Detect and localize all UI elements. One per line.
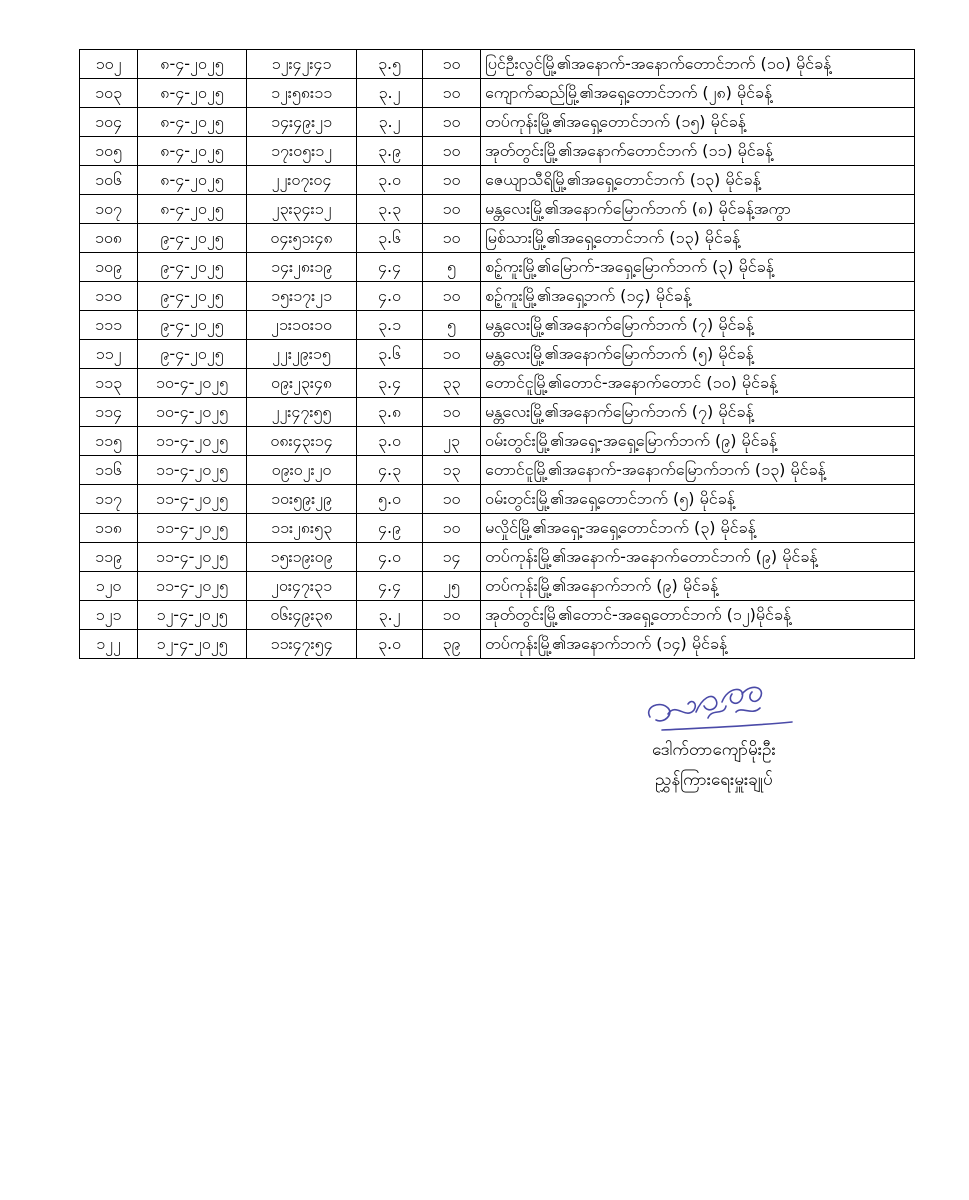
quake-depth: ၁၀ [423,195,481,224]
quake-depth: ၁၀ [423,79,481,108]
quake-magnitude: ၃.၀ [357,427,423,456]
quake-magnitude: ၄.၀ [357,282,423,311]
table-row [80,224,915,253]
table-row [80,166,915,195]
table-row [80,340,915,369]
quake-number: ၁၁၃ [80,369,138,398]
table-row [80,485,915,514]
quake-location: မန္တလေးမြို့၏အနောက်မြောက်ဘက် (၅) မိုင်ခန့် [481,340,915,369]
quake-date: ၁၁-၄-၂၀၂၅ [138,572,247,601]
quake-time: ၁၇း၀၅း၁၂ [247,137,357,166]
quake-magnitude: ၃.၆ [357,340,423,369]
quake-location: တပ်ကုန်းမြို့၏အနောက်ဘက် (၉) မိုင်ခန့် [481,572,915,601]
quake-date: ၁၂-၄-၂၀၂၅ [138,601,247,630]
earthquake-table-body [80,50,915,659]
signer-title: ညွှန်ကြားရေးမှူးချုပ် [655,770,773,790]
table-row [80,79,915,108]
quake-magnitude: ၃.၅ [357,50,423,79]
quake-date: ၁၀-၄-၂၀၂၅ [138,369,247,398]
quake-number: ၁၁၇ [80,485,138,514]
handwritten-signature [642,672,802,742]
quake-date: ၁၁-၄-၂၀၂၅ [138,485,247,514]
quake-time: ၂၂း၂၉း၁၅ [247,340,357,369]
table-row [80,282,915,311]
quake-number: ၁၀၃ [80,79,138,108]
quake-date: ၈-၄-၂၀၂၅ [138,79,247,108]
quake-depth: ၁၀ [423,108,481,137]
quake-time: ၀၉း၀၂း၂၀ [247,456,357,485]
quake-depth: ၁၀ [423,398,481,427]
quake-time: ၁၄း၂၈း၁၉ [247,253,357,282]
quake-magnitude: ၃.၆ [357,224,423,253]
quake-depth: ၁၀ [423,137,481,166]
quake-magnitude: ၃.၀ [357,630,423,659]
quake-time: ၁၂း၅၈း၁၁ [247,79,357,108]
quake-magnitude: ၄.၄ [357,572,423,601]
quake-magnitude: ၃.၀ [357,166,423,195]
quake-depth: ၁၀ [423,514,481,543]
quake-location: စဉ့်ကူးမြို့၏မြောက်-အရှေ့မြောက်ဘက် (၃) မိုင်ခန့် [481,253,915,282]
quake-number: ၁၁၆ [80,456,138,485]
quake-depth: ၂၃ [423,427,481,456]
quake-magnitude: ၃.၂ [357,79,423,108]
quake-depth: ၅ [423,253,481,282]
quake-depth: ၁၄ [423,543,481,572]
quake-location: တပ်ကုန်းမြို့၏အနောက်-အနောက်တောင်ဘက် (၉) မိုင်ခန့် [481,543,915,572]
quake-location: အုတ်တွင်းမြို့၏တောင်-အရှေ့တောင်ဘက် (၁၂)မိုင်ခန့် [481,601,915,630]
quake-date: ၁၂-၄-၂၀၂၅ [138,630,247,659]
quake-date: ၁၁-၄-၂၀၂၅ [138,456,247,485]
quake-date: ၉-၄-၂၀၂၅ [138,282,247,311]
earthquake-table [79,49,915,659]
quake-location: ကျောက်ဆည်မြို့၏အရှေ့တောင်ဘက် (၂၈) မိုင်ခန့် [481,79,915,108]
quake-depth: ၁၀ [423,50,481,79]
quake-time: ၁၄း၄၉း၂၁ [247,108,357,137]
table-row [80,369,915,398]
quake-number: ၁၂၁ [80,601,138,630]
table-row [80,50,915,79]
quake-time: ၁၅း၁၉း၀၉ [247,543,357,572]
quake-time: ၁၁း၂၈း၅၃ [247,514,357,543]
quake-date: ၈-၄-၂၀၂၅ [138,195,247,224]
quake-location: မန္တလေးမြို့၏အနောက်မြောက်ဘက် (၇) မိုင်ခန့် [481,398,915,427]
quake-depth: ၃၉ [423,630,481,659]
quake-number: ၁၀၇ [80,195,138,224]
quake-number: ၁၀၆ [80,166,138,195]
quake-date: ၁၁-၄-၂၀၂၅ [138,427,247,456]
quake-date: ၈-၄-၂၀၂၅ [138,166,247,195]
quake-location: ဝမ်းတွင်းမြို့၏အရှေ့-အရှေ့မြောက်ဘက် (၉) မိုင်ခန့် [481,427,915,456]
quake-depth: ၁၃ [423,456,481,485]
quake-number: ၁၂၀ [80,572,138,601]
quake-time: ၀၈း၄၃း၁၄ [247,427,357,456]
quake-magnitude: ၄.၉ [357,514,423,543]
quake-location: မန္တလေးမြို့၏အနောက်မြောက်ဘက် (၇) မိုင်ခန့် [481,311,915,340]
quake-time: ၂၃း၃၄း၁၂ [247,195,357,224]
quake-location: ဝမ်းတွင်းမြို့၏အရှေ့တောင်ဘက် (၅) မိုင်ခန့် [481,485,915,514]
quake-depth: ၃၃ [423,369,481,398]
quake-date: ၈-၄-၂၀၂၅ [138,108,247,137]
quake-magnitude: ၄.၄ [357,253,423,282]
quake-date: ၉-၄-၂၀၂၅ [138,311,247,340]
quake-location: အုတ်တွင်းမြို့၏အနောက်တောင်ဘက် (၁၁) မိုင်ခန့် [481,137,915,166]
quake-location: တပ်ကုန်းမြို့၏အရှေ့တောင်ဘက် (၁၅) မိုင်ခန့် [481,108,915,137]
table-row [80,572,915,601]
quake-date: ၁၀-၄-၂၀၂၅ [138,398,247,427]
table-row [80,514,915,543]
quake-date: ၈-၄-၂၀၂၅ [138,137,247,166]
quake-number: ၁၁၉ [80,543,138,572]
quake-location: ဇေယျာသီရိမြို့၏အရှေ့တောင်ဘက် (၁၃) မိုင်ခန့် [481,166,915,195]
quake-time: ၀၆း၄၉း၃၈ [247,601,357,630]
quake-date: ၁၁-၄-၂၀၂၅ [138,514,247,543]
quake-location: တောင်ငူမြို့၏အနောက်-အနောက်မြောက်ဘက် (၁၃) မိုင်ခန့် [481,456,915,485]
quake-location: တောင်ငူမြို့၏တောင်-အနောက်တောင် (၁၀) မိုင်ခန့် [481,369,915,398]
quake-date: ၈-၄-၂၀၂၅ [138,50,247,79]
quake-depth: ၂၅ [423,572,481,601]
quake-time: ၁၀း၅၉း၂၉ [247,485,357,514]
quake-date: ၉-၄-၂၀၂၅ [138,253,247,282]
quake-magnitude: ၃.၂ [357,108,423,137]
quake-number: ၁၁၄ [80,398,138,427]
quake-location: တပ်ကုန်းမြို့၏အနောက်ဘက် (၁၄) မိုင်ခန့် [481,630,915,659]
quake-time: ၁၂း၄၂း၄၁ [247,50,357,79]
quake-depth: ၁၀ [423,282,481,311]
quake-magnitude: ၃.၃ [357,195,423,224]
quake-magnitude: ၅.၀ [357,485,423,514]
quake-number: ၁၀၄ [80,108,138,137]
quake-number: ၁၁၈ [80,514,138,543]
quake-number: ၁၀၈ [80,224,138,253]
quake-number: ၁၂၂ [80,630,138,659]
table-row [80,398,915,427]
quake-magnitude: ၃.၂ [357,601,423,630]
quake-location: မြစ်သားမြို့၏အရှေ့တောင်ဘက် (၁၃) မိုင်ခန့် [481,224,915,253]
quake-location: ပြင်ဦးလွင်မြို့၏အနောက်-အနောက်တောင်ဘက် (၁၀) မိုင်ခန့် [481,50,915,79]
quake-magnitude: ၃.၈ [357,398,423,427]
table-row [80,311,915,340]
quake-magnitude: ၃.၁ [357,311,423,340]
table-row [80,108,915,137]
quake-number: ၁၁၂ [80,340,138,369]
quake-time: ၁၅း၁၇း၂၁ [247,282,357,311]
quake-time: ၂၀း၄၇း၃၁ [247,572,357,601]
table-row [80,137,915,166]
quake-magnitude: ၄.၀ [357,543,423,572]
quake-number: ၁၀၅ [80,137,138,166]
quake-depth: ၁၀ [423,601,481,630]
table-row [80,427,915,456]
quake-time: ၀၄း၅၁း၄၈ [247,224,357,253]
quake-date: ၉-၄-၂၀၂၅ [138,340,247,369]
table-row [80,601,915,630]
quake-magnitude: ၃.၄ [357,369,423,398]
quake-depth: ၁၀ [423,340,481,369]
quake-number: ၁၁၁ [80,311,138,340]
quake-number: ၁၁၀ [80,282,138,311]
quake-number: ၁၀၂ [80,50,138,79]
quake-depth: ၁၀ [423,485,481,514]
quake-time: ၂၂း၄၇း၅၅ [247,398,357,427]
quake-date: ၁၁-၄-၂၀၂၅ [138,543,247,572]
quake-date: ၉-၄-၂၀၂၅ [138,224,247,253]
quake-magnitude: ၄.၃ [357,456,423,485]
table-row [80,630,915,659]
quake-depth: ၁၀ [423,224,481,253]
quake-number: ၁၀၉ [80,253,138,282]
table-row [80,456,915,485]
quake-number: ၁၁၅ [80,427,138,456]
quake-magnitude: ၃.၉ [357,137,423,166]
signer-name: ဒေါက်တာကျော်မိုးဦး [652,740,776,760]
quake-time: ၂၂း၀၇း၀၄ [247,166,357,195]
quake-time: ၁၁း၄၇း၅၄ [247,630,357,659]
quake-location: မလှိုင်မြို့၏အရှေ့-အရှေ့တောင်ဘက် (၃) မိုင်ခန့် [481,514,915,543]
quake-location: စဉ့်ကူးမြို့၏အရှေ့ဘက် (၁၄) မိုင်ခန့် [481,282,915,311]
table-row [80,253,915,282]
quake-depth: ၁၀ [423,166,481,195]
quake-location: မန္တလေးမြို့၏အနောက်မြောက်ဘက် (၈) မိုင်ခန့်အကွာ [481,195,915,224]
table-row [80,543,915,572]
quake-depth: ၅ [423,311,481,340]
quake-time: ၂၁း၁၀း၁၀ [247,311,357,340]
quake-time: ၀၉း၂၃း၄၈ [247,369,357,398]
table-row [80,195,915,224]
